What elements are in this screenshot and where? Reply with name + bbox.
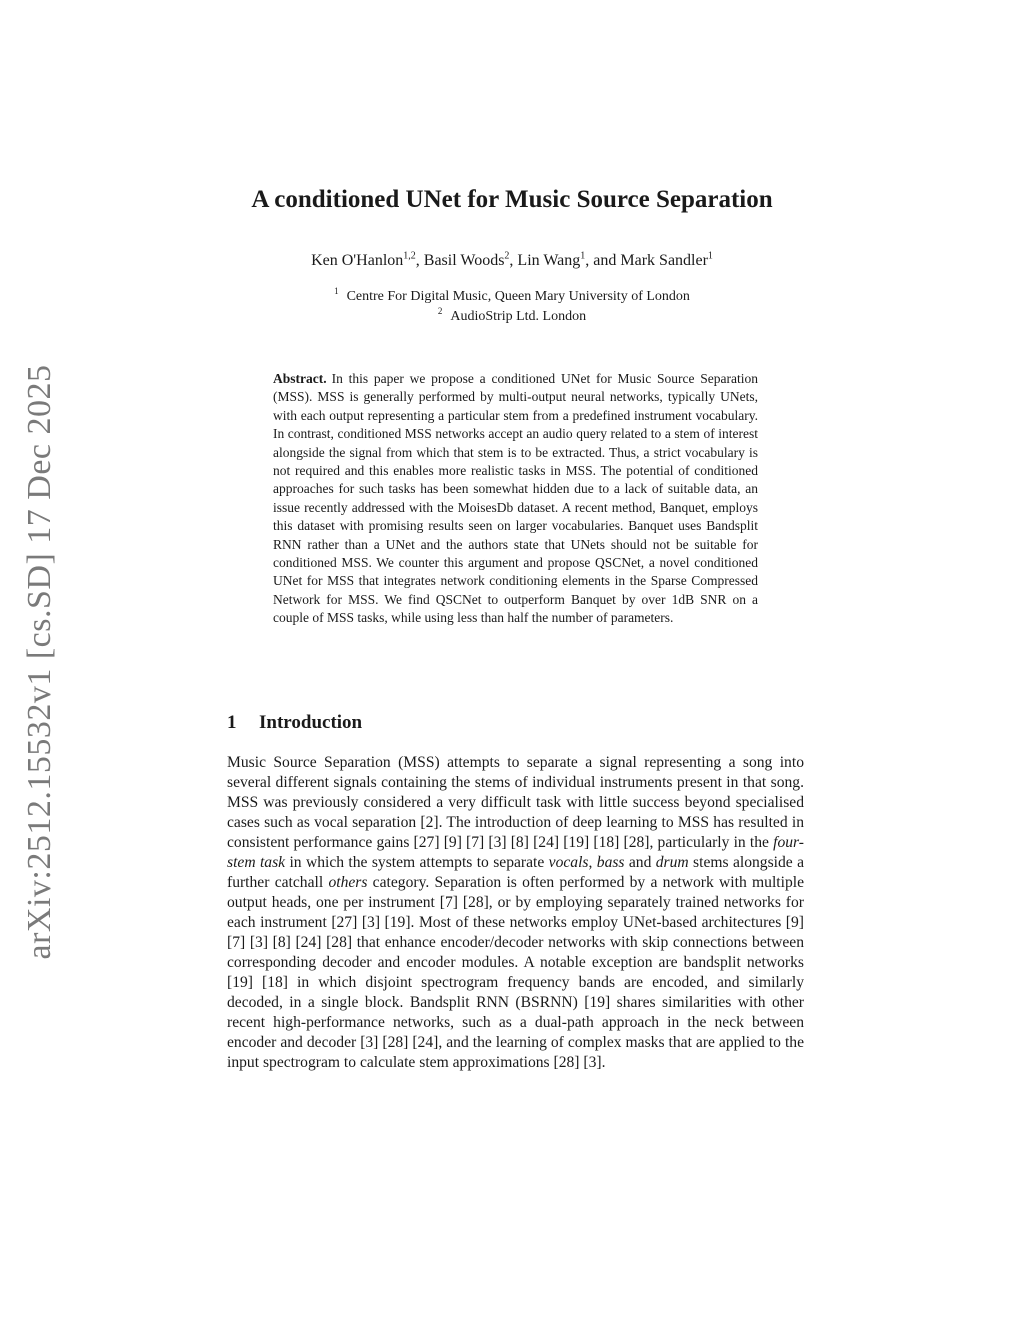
author-separator: , [509,252,518,269]
affiliation-mark: 2 [437,306,443,317]
author-affiliation-mark: 1,2 [403,250,416,262]
author-name: Ken O'Hanlon [311,252,404,269]
intro-text: category. Separation is often performed by a network with multiple output heads, one per instrument [7] [28], or by employing separately trained networks for each instrument [27] [3] [19]. Most of these networks employ UNet-based architectures [9] [7] [3] [8] [24] [28] that enhance encoder/decoder networks with skip connections between corresponding decoder and encoder modules. A notable exception are bandsplit networks [19] [18] in which disjoint spectrogram frequency bands are encoded, and similarly decoded, in a single block. Bandsplit RNN (BSRNN) [19] shares similarities with other recent high-performance networks, such as a dual-path approach in the neck between encoder and decoder [3] [28] [24], and the learning of complex masks that are applied to the input spectrogram to calculate stem approximations [28] [3]. [227,874,804,1071]
author-list [0,252,1024,270]
introduction-paragraph [227,753,804,1073]
arxiv-identifier-stamp: arXiv:2512.15532v1 [cs.SD] 17 Dec 2025 [21,364,58,960]
author-affiliation-mark: 1 [580,250,586,262]
author-name: Lin Wang [517,252,581,269]
intro-emphasis: drum [655,854,689,871]
section-number: 1 [227,712,237,733]
intro-text: stems alongside a further catchall [227,854,804,891]
affiliation-2 [0,306,1024,325]
affiliation-text: Centre For Digital Music, Queen Mary University of London [346,289,690,304]
abstract-label: Abstract. [273,371,327,386]
affiliation-text: AudioStrip Ltd. London [450,309,587,324]
intro-text: , [588,854,597,871]
abstract [273,370,758,628]
author-separator: , and [585,252,621,269]
intro-text: in which the system attempts to separate [285,854,549,871]
abstract-text: In this paper we propose a conditioned UNet for Music Source Separation (MSS). MSS is generally performed by multi-output neural networks, typically UNets, with each output representing a particular stem from a predefined instrument vocabulary. In contrast, conditioned MSS networks accept an audio query related to a stem of interest alongside the signal from which that stem is to be extracted. Thus, a strict vocabulary is not required and this enables more realistic tasks in MSS. The potential of conditioned approaches for such tasks has been somewhat hidden due to a lack of suitable data, an issue recently addressed with the MoisesDb dataset. A recent method, Banquet, employs this dataset with promising results seen on larger vocabularies. Banquet uses Bandsplit RNN rather than a UNet and the authors state that UNets should not be suitable for conditioned MSS. We counter this argument and propose QSCNet, a novel conditioned UNet for MSS that integrates network conditioning elements in the Sparse Compressed Network for MSS. We find QSCNet to outperform Banquet by over 1dB SNR on a couple of MSS tasks, while using less than half the number of parameters. [273,371,758,626]
intro-text: Music Source Separation (MSS) attempts to separate a signal representing a song into several different signals containing the stems of individual instruments present in that song. MSS was previously considered a very difficult task with little success beyond specialised cases such as vocal separation [2]. The introduction of deep learning to MSS has resulted in consistent performance gains [27] [9] [7] [3] [8] [24] [19] [18] [28], particularly in the [227,754,804,851]
intro-emphasis: four-stem task [227,834,804,871]
affiliation-mark: 1 [334,286,339,297]
author-affiliation-mark: 1 [707,250,713,262]
intro-emphasis: vocals [548,854,589,871]
author-separator: , [415,252,424,269]
author-name: Basil Woods [423,252,505,269]
intro-emphasis: others [328,874,368,891]
section-title: Introduction [259,712,363,733]
affiliation-1 [0,286,1024,305]
author-affiliation-mark: 2 [504,250,510,262]
paper-title: A conditioned UNet for Music Source Separation [251,186,773,213]
author-name: Mark Sandler [620,252,708,269]
intro-emphasis: bass [596,854,625,871]
section-heading [227,712,362,734]
intro-text: and [624,854,656,871]
